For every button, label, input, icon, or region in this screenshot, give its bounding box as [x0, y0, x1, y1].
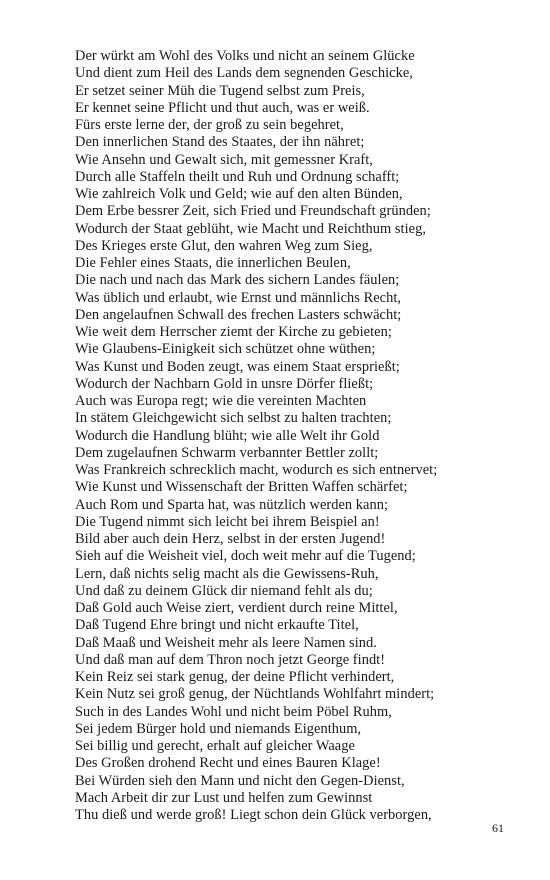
verse-line: Daß Tugend Ehre bringt und nicht erkaufte Titel,	[75, 617, 359, 634]
verse-line: Dem zugelaufnen Schwarm verbannter Bettler zollt;	[75, 444, 379, 461]
verse-line: Die Tugend nimmt sich leicht bei ihrem Beispiel an!	[75, 513, 380, 530]
verse-line: Wodurch der Staat geblüht, wie Macht und Reichthum stieg,	[75, 220, 426, 237]
verse-line: Such in des Landes Wohl und nicht beim Pöbel Ruhm,	[75, 703, 392, 720]
verse-line: Auch Rom und Sparta hat, was nützlich werden kann;	[75, 496, 389, 513]
verse-line: Lern, daß nichts selig macht als die Gewissens-Ruh,	[75, 565, 379, 582]
verse-line: Bei Würden sieh den Mann und nicht den Gegen-Dienst,	[75, 772, 405, 789]
verse-line: Kein Reiz sei stark genug, der deine Pflicht verhindert,	[75, 669, 395, 685]
verse-line: Bild aber auch dein Herz, selbst in der ersten Jugend!	[75, 531, 386, 547]
verse-line: Thu dieß und werde groß! Liegt schon dein Glück verborgen,	[75, 807, 432, 823]
verse-line: Wie zahlreich Volk und Geld; wie auf den alten Bünden,	[75, 186, 403, 202]
verse-line: Sei jedem Bürger hold und niemands Eigenthum,	[75, 720, 362, 737]
verse-line: Der würkt am Wohl des Volks und nicht an seinem Glücke	[75, 48, 415, 64]
verse-line: Dem Erbe bessrer Zeit, sich Fried und Freundschaft gründen;	[75, 203, 431, 220]
verse-line: Die Fehler eines Staats, die innerlichen Beulen,	[75, 255, 351, 271]
verse-line: Er kennet seine Pflicht und thut auch, was er weiß.	[75, 99, 370, 116]
verse-line: Des Großen drohend Recht und eines Bauren Klage!	[75, 755, 381, 772]
verse-line: Daß Maaß und Weisheit mehr als leere Namen sind.	[75, 634, 377, 651]
verse-line: Wie weit dem Herrscher ziemt der Kirche zu gebieten;	[75, 324, 392, 340]
verse-line: Des Krieges erste Glut, den wahren Weg zum Sieg,	[75, 237, 373, 254]
verse-line: Er setzet seiner Müh die Tugend selbst zum Preis,	[75, 82, 365, 99]
verse-line: Daß Gold auch Weise ziert, verdient durch reine Mittel,	[75, 600, 398, 616]
verse-line: Mach Arbeit dir zur Lust und helfen zum Gewinnst	[75, 789, 373, 806]
verse-line: Die nach und nach das Mark des sichern Landes fäulen;	[75, 272, 400, 289]
verse-line: Was üblich und erlaubt, wie Ernst und männlichs Recht,	[75, 289, 402, 306]
verse-line: Den innerlichen Stand des Staates, der ihn nähret;	[75, 134, 365, 151]
verse-line: Wodurch die Handlung blüht; wie alle Welt ihr Gold	[75, 427, 380, 444]
verse-line: Wie Ansehn und Gewalt sich, mit gemessner Kraft,	[75, 151, 373, 168]
verse-line: Sieh auf die Weisheit viel, doch weit mehr auf die Tugend;	[75, 548, 416, 565]
verse-line: Und daß zu deinem Glück dir niemand fehlt als du;	[75, 582, 373, 599]
verse-line: Den angelaufnen Schwall des frechen Lasters schwächt;	[75, 306, 402, 323]
verse-line: Sei billig und gerecht, erhalt auf gleicher Waage	[75, 738, 355, 754]
verse-line: Fürs erste lerne der, der groß zu sein begehret,	[75, 117, 344, 133]
page-number: 61	[492, 821, 504, 835]
poem-text	[75, 48, 515, 824]
verse-line: Was Kunst und Boden zeugt, was einem Staat ersprießt;	[75, 358, 400, 375]
verse-line: In stätem Gleichgewicht sich selbst zu halten trachten;	[75, 410, 392, 427]
verse-line: Durch alle Staffeln theilt und Ruh und Ordnung schafft;	[75, 168, 400, 185]
verse-line: Wie Glaubens-Einigkeit sich schützet ohne wüthen;	[75, 341, 376, 358]
verse-line: Und dient zum Heil des Lands dem segnenden Geschicke,	[75, 65, 413, 82]
verse-line: Und daß man auf dem Thron noch jetzt George findt!	[75, 651, 386, 668]
verse-line: Auch was Europa regt; wie die vereinten Machten	[75, 393, 367, 409]
verse-line: Wie Kunst und Wissenschaft der Britten Waffen schärfet;	[75, 479, 408, 496]
verse-line: Was Frankreich schrecklich macht, wodurch es sich entnervet;	[75, 462, 438, 478]
verse-line: Kein Nutz sei groß genug, der Nüchtlands Wohlfahrt mindert;	[75, 686, 435, 703]
verse-line: Wodurch der Nachbarn Gold in unsre Dörfer fließt;	[75, 375, 374, 392]
